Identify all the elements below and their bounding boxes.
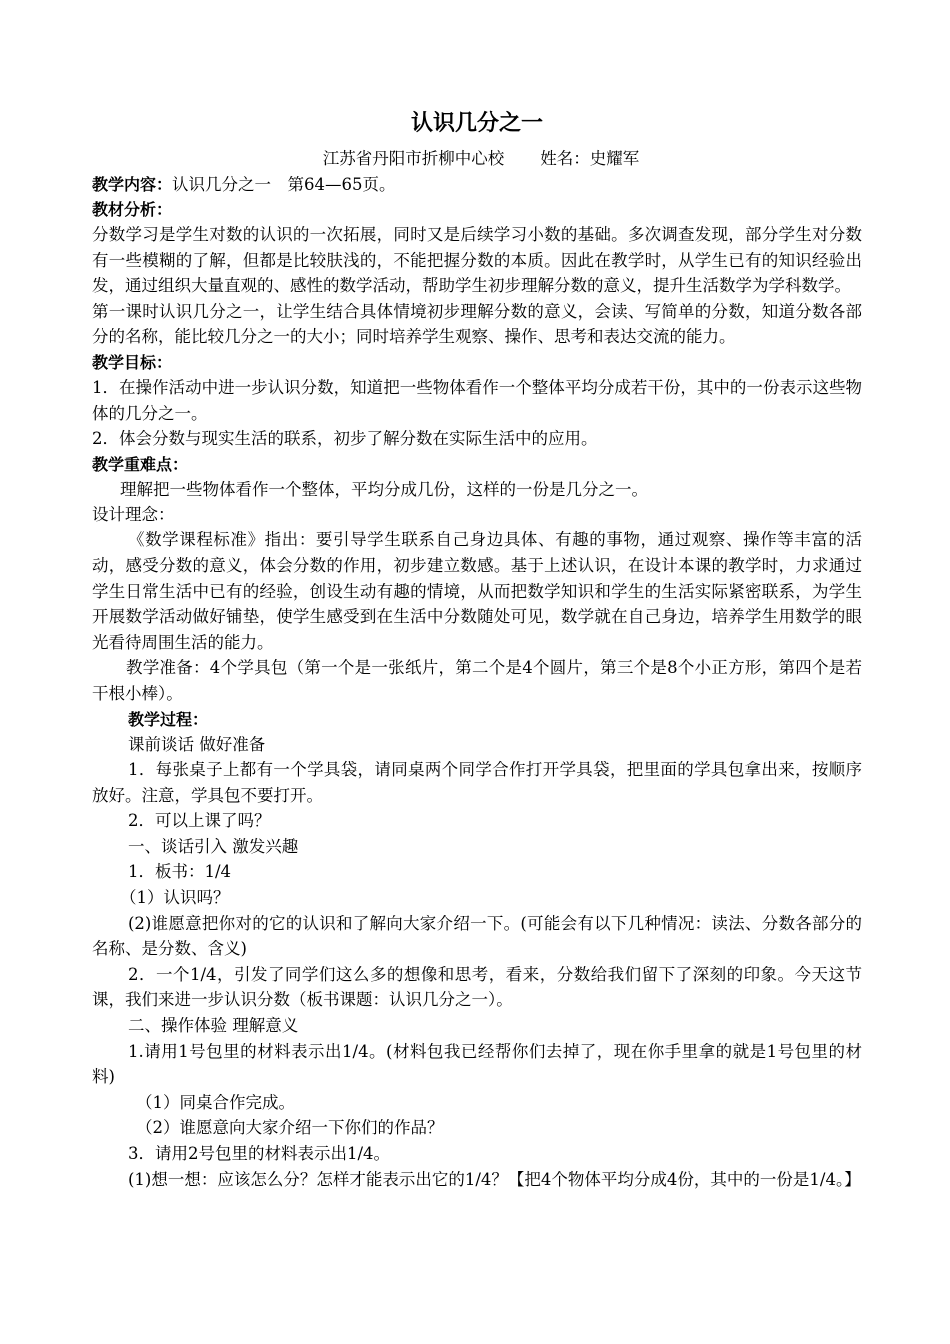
design-label: 设计理念： <box>92 505 175 525</box>
section-1-item-1b: (2)谁愿意把你对的它的认识和了解向大家介绍一下。(可能会有以下几种情况：读法、分数各部分的名称、是分数、含义) <box>92 913 862 959</box>
document-page <box>92 100 862 1192</box>
goals-label: 教学目标： <box>92 352 173 372</box>
pre-title: 课前谈话 做好准备 <box>128 734 266 754</box>
section-2-item-3: 3．请用2号包里的材料表示出1/4。 <box>128 1144 391 1163</box>
process-label: 教学过程： <box>128 709 209 729</box>
content-text: 认识几分之一 第64—65页。 <box>172 175 396 194</box>
section-2-title: 二、操作体验 理解意义 <box>128 1016 299 1036</box>
section-1-item-1: 1．板书：1/4 <box>128 862 232 882</box>
author-name: 姓名：史耀军 <box>540 149 640 168</box>
difficulty-label: 教学重难点： <box>92 454 189 474</box>
content-line <box>92 172 862 197</box>
school-name: 江苏省丹阳市折柳中心校 <box>322 149 505 168</box>
document-title: 认识几分之一 <box>410 111 543 136</box>
section-2-item-3a: (1)想一想：应该怎么分？怎样才能表示出它的1/4？【把4个物体平均分成4份，其中的一份是1/4。】 <box>128 1169 861 1189</box>
design-text: 《数学课程标准》指出：要引导学生联系自己身边具体、有趣的事物，通过观察、操作等丰富的活动，感受分数的意义，体会分数的作用，初步建立数感。基于上述认识，在设计本课的教学时，力求通过学生日常生活中已有的经验，创设生动有趣的情境，从而把数学知识和学生的生活实际紧密联系，为学生开展数学活动做好铺垫，使学生感受到在生活中分数随处可见，数学就在自己身边，培养学生用数学的眼光看待周围生活的能力。 <box>92 530 862 652</box>
section-2-item-1a: （1）同桌合作完成。 <box>136 1092 295 1112</box>
pre-item-1: 1．每张桌子上都有一个学具袋，请同桌两个同学合作打开学具袋，把里面的学具包拿出来，按顺序放好。注意，学具包不要打开。 <box>92 760 862 805</box>
section-2-item-1b: （2）谁愿意向大家介绍一下你们的作品？ <box>136 1118 444 1138</box>
analysis-label: 教材分析： <box>92 200 173 219</box>
analysis-paragraph-1: 分数学习是学生对数的认识的一次拓展，同时又是后续学习小数的基础。多次调查发现，部分学生对分数有一些模糊的了解，但都是比较肤浅的，不能把握分数的本质。因此在教学时，从学生已有的知识经验出发，通过组织大量直观的、感性的数学活动，帮助学生初步理解分数的意义，提升生活数学为学科数学。 <box>92 225 862 296</box>
prep-text: 教学准备：4个学具包（第一个是一张纸片，第二个是4个圆片，第三个是8个小正方形，第四个是若干根小棒）。 <box>92 658 862 703</box>
goal-1: 1．在操作活动中进一步认识分数，知道把一些物体看作一个整体平均分成若干份，其中的一份表示这些物体的几分之一。 <box>92 377 862 423</box>
pre-item-2: 2．可以上课了吗？ <box>128 811 271 831</box>
author-line <box>92 146 862 172</box>
analysis-paragraph-2: 第一课时认识几分之一，让学生结合具体情境初步理解分数的意义，会读、写简单的分数，知道分数各部分的名称，能比较几分之一的大小；同时培养学生观察、操作、思考和表达交流的能力。 <box>92 301 862 347</box>
goal-2: 2．体会分数与现实生活的联系，初步了解分数在实际生活中的应用。 <box>92 429 598 449</box>
section-2-item-1: 1.请用1号包里的材料表示出1/4。(材料包我已经帮你们去掉了，现在你手里拿的就是1号包里的材料) <box>92 1041 862 1087</box>
section-1-title: 一、谈话引入 激发兴趣 <box>128 836 299 856</box>
difficulty-text: 理解把一些物体看作一个整体，平均分成几份，这样的一份是几分之一。 <box>120 479 648 499</box>
section-1-item-1a: （1）认识吗？ <box>120 888 230 908</box>
content-label: 教学内容： <box>92 175 173 194</box>
section-1-item-2: 2．一个1/4，引发了同学们这么多的想像和思考，看来，分数给我们留下了深刻的印象。今天这节课，我们来进一步认识分数（板书课题：认识几分之一）。 <box>92 964 862 1010</box>
